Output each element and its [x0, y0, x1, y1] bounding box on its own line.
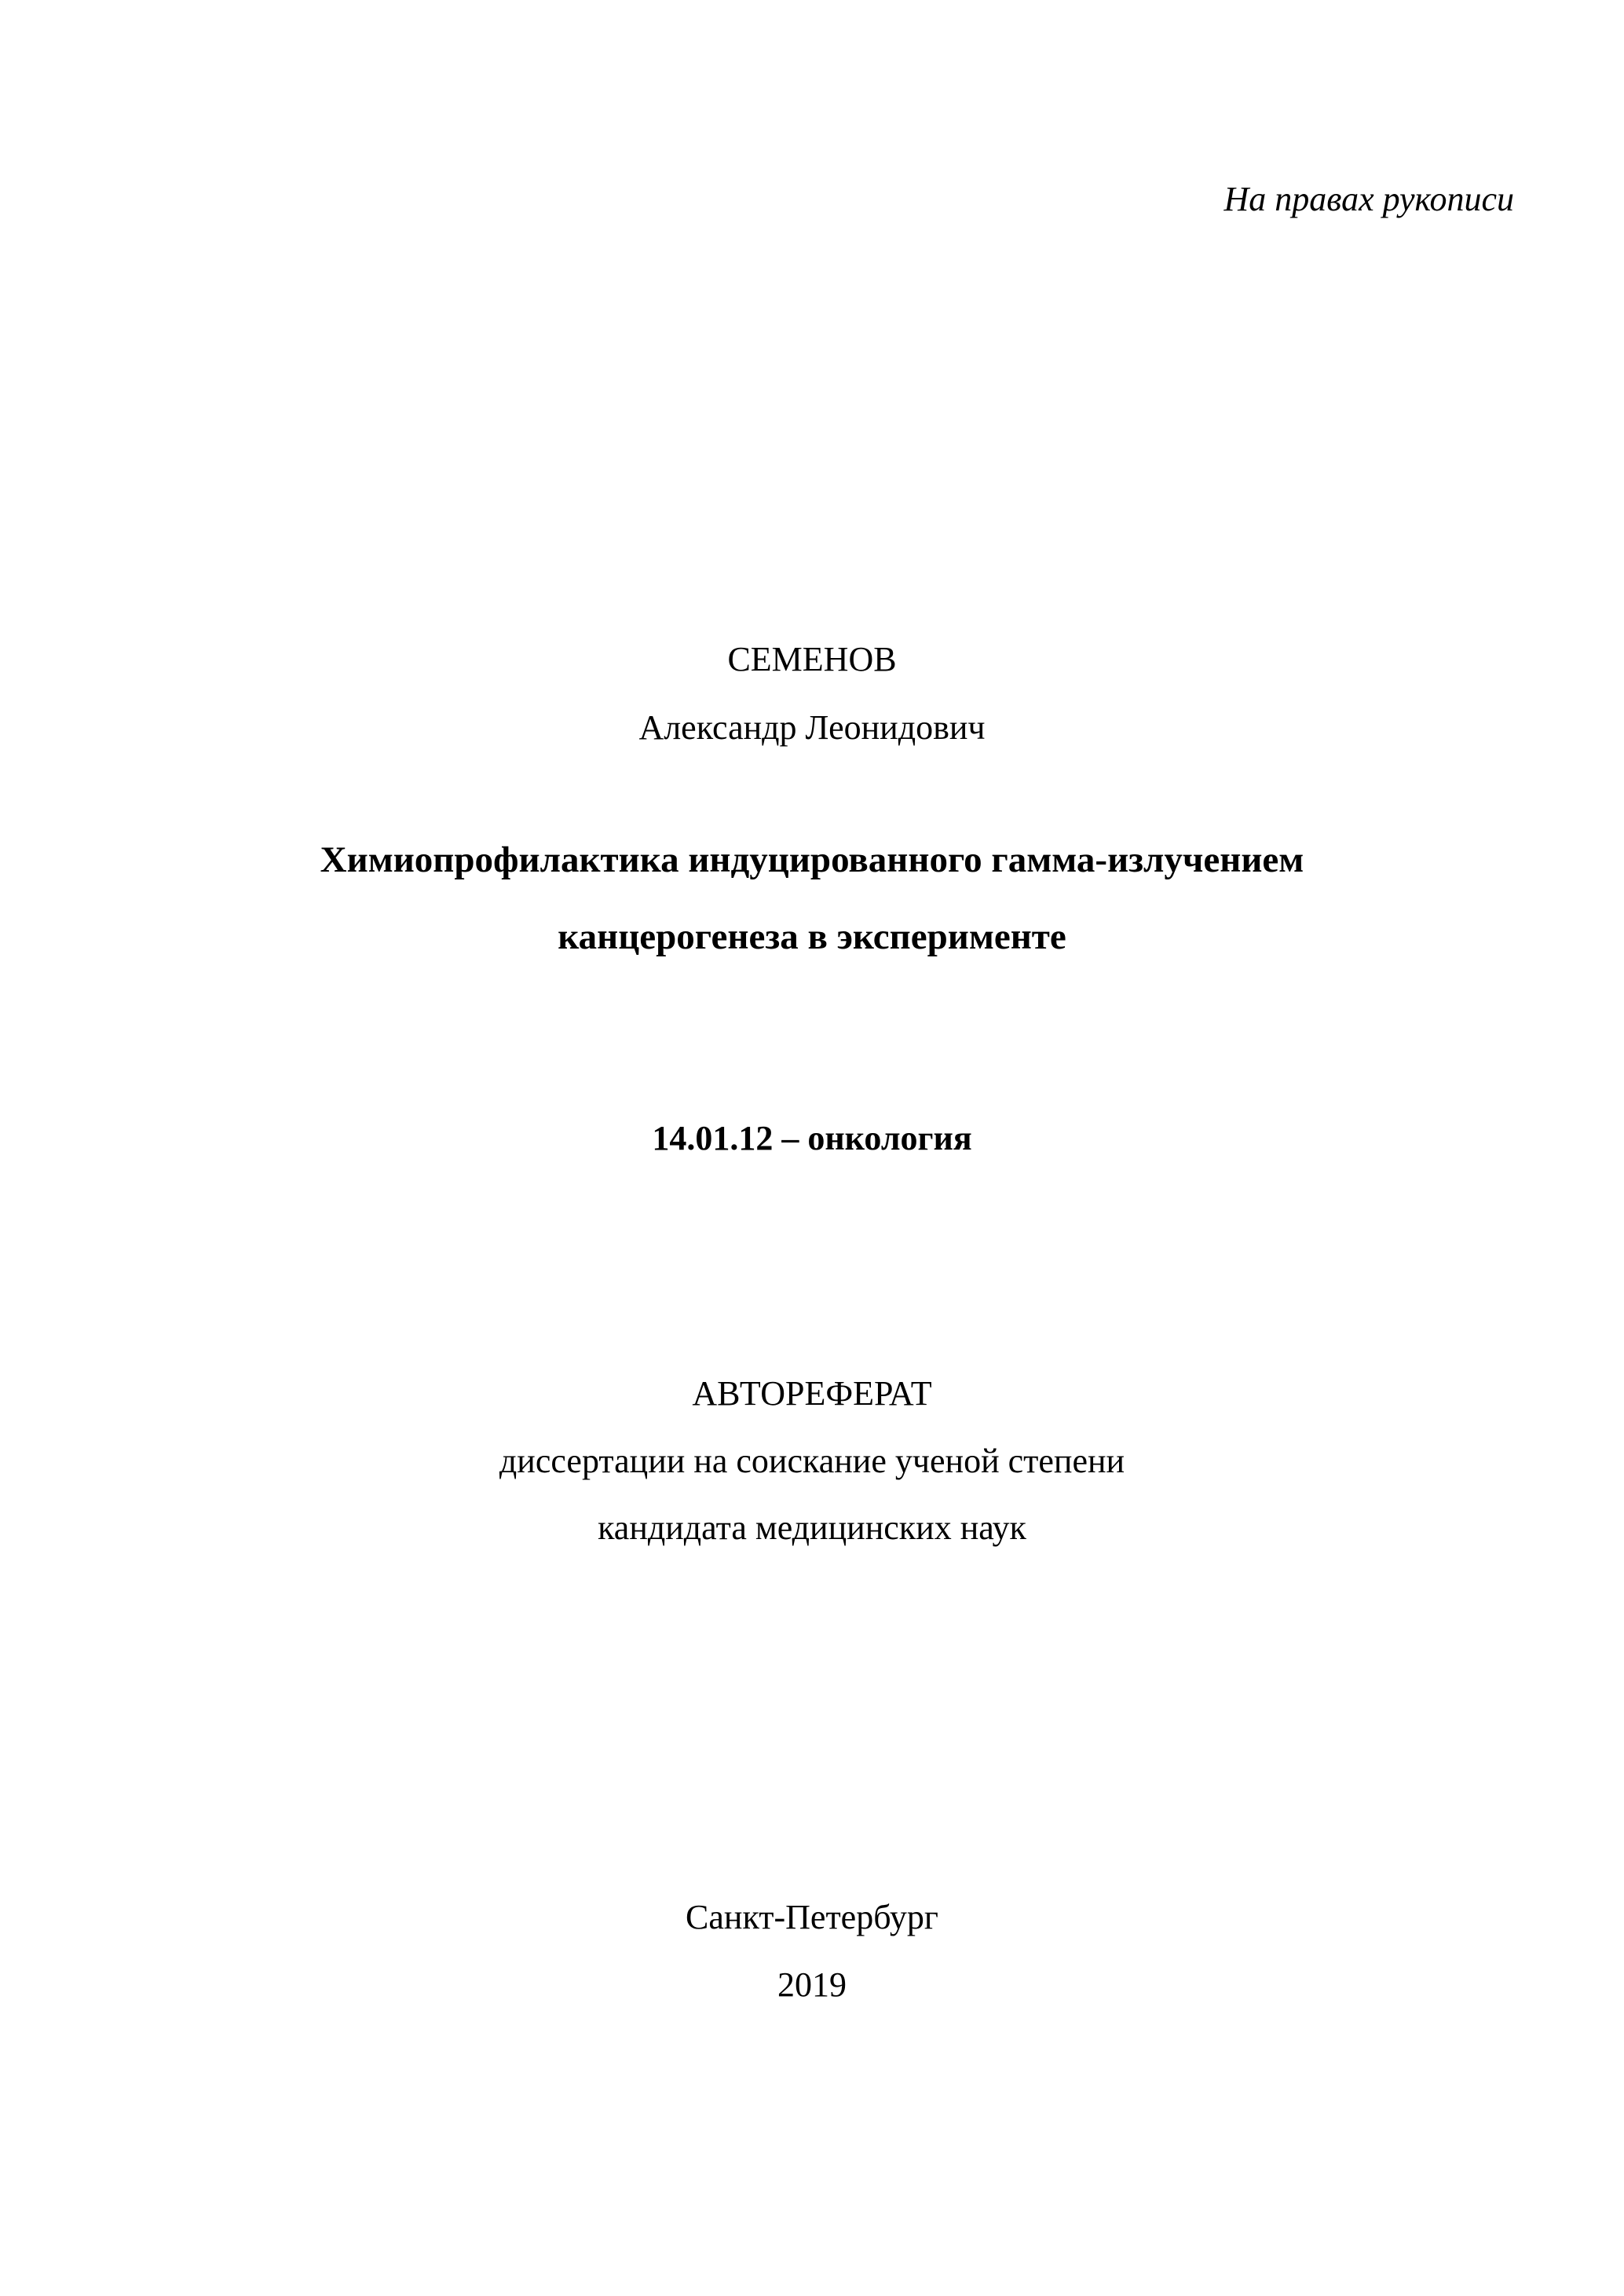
author-given-names: Александр Леонидович — [638, 708, 986, 747]
document-type-label: АВТОРЕФЕРАТ — [692, 1374, 932, 1413]
manuscript-note: На правах рукописи — [1223, 180, 1514, 218]
author-surname: СЕМЕНОВ — [727, 640, 897, 678]
specialty-code: 14.01.12 – онкология — [652, 1119, 972, 1157]
title-line-1: Химиопрофилактика индуцированного гамма-излучением — [320, 839, 1304, 880]
document-type-line-2: кандидата медицинских наук — [598, 1508, 1026, 1547]
city: Санкт-Петербург — [686, 1898, 938, 1936]
title-line-2: канцерогенеза в эксперименте — [558, 916, 1066, 957]
year: 2019 — [777, 1965, 847, 2004]
document-type-line-1: диссертации на соискание ученой степени — [499, 1442, 1125, 1480]
